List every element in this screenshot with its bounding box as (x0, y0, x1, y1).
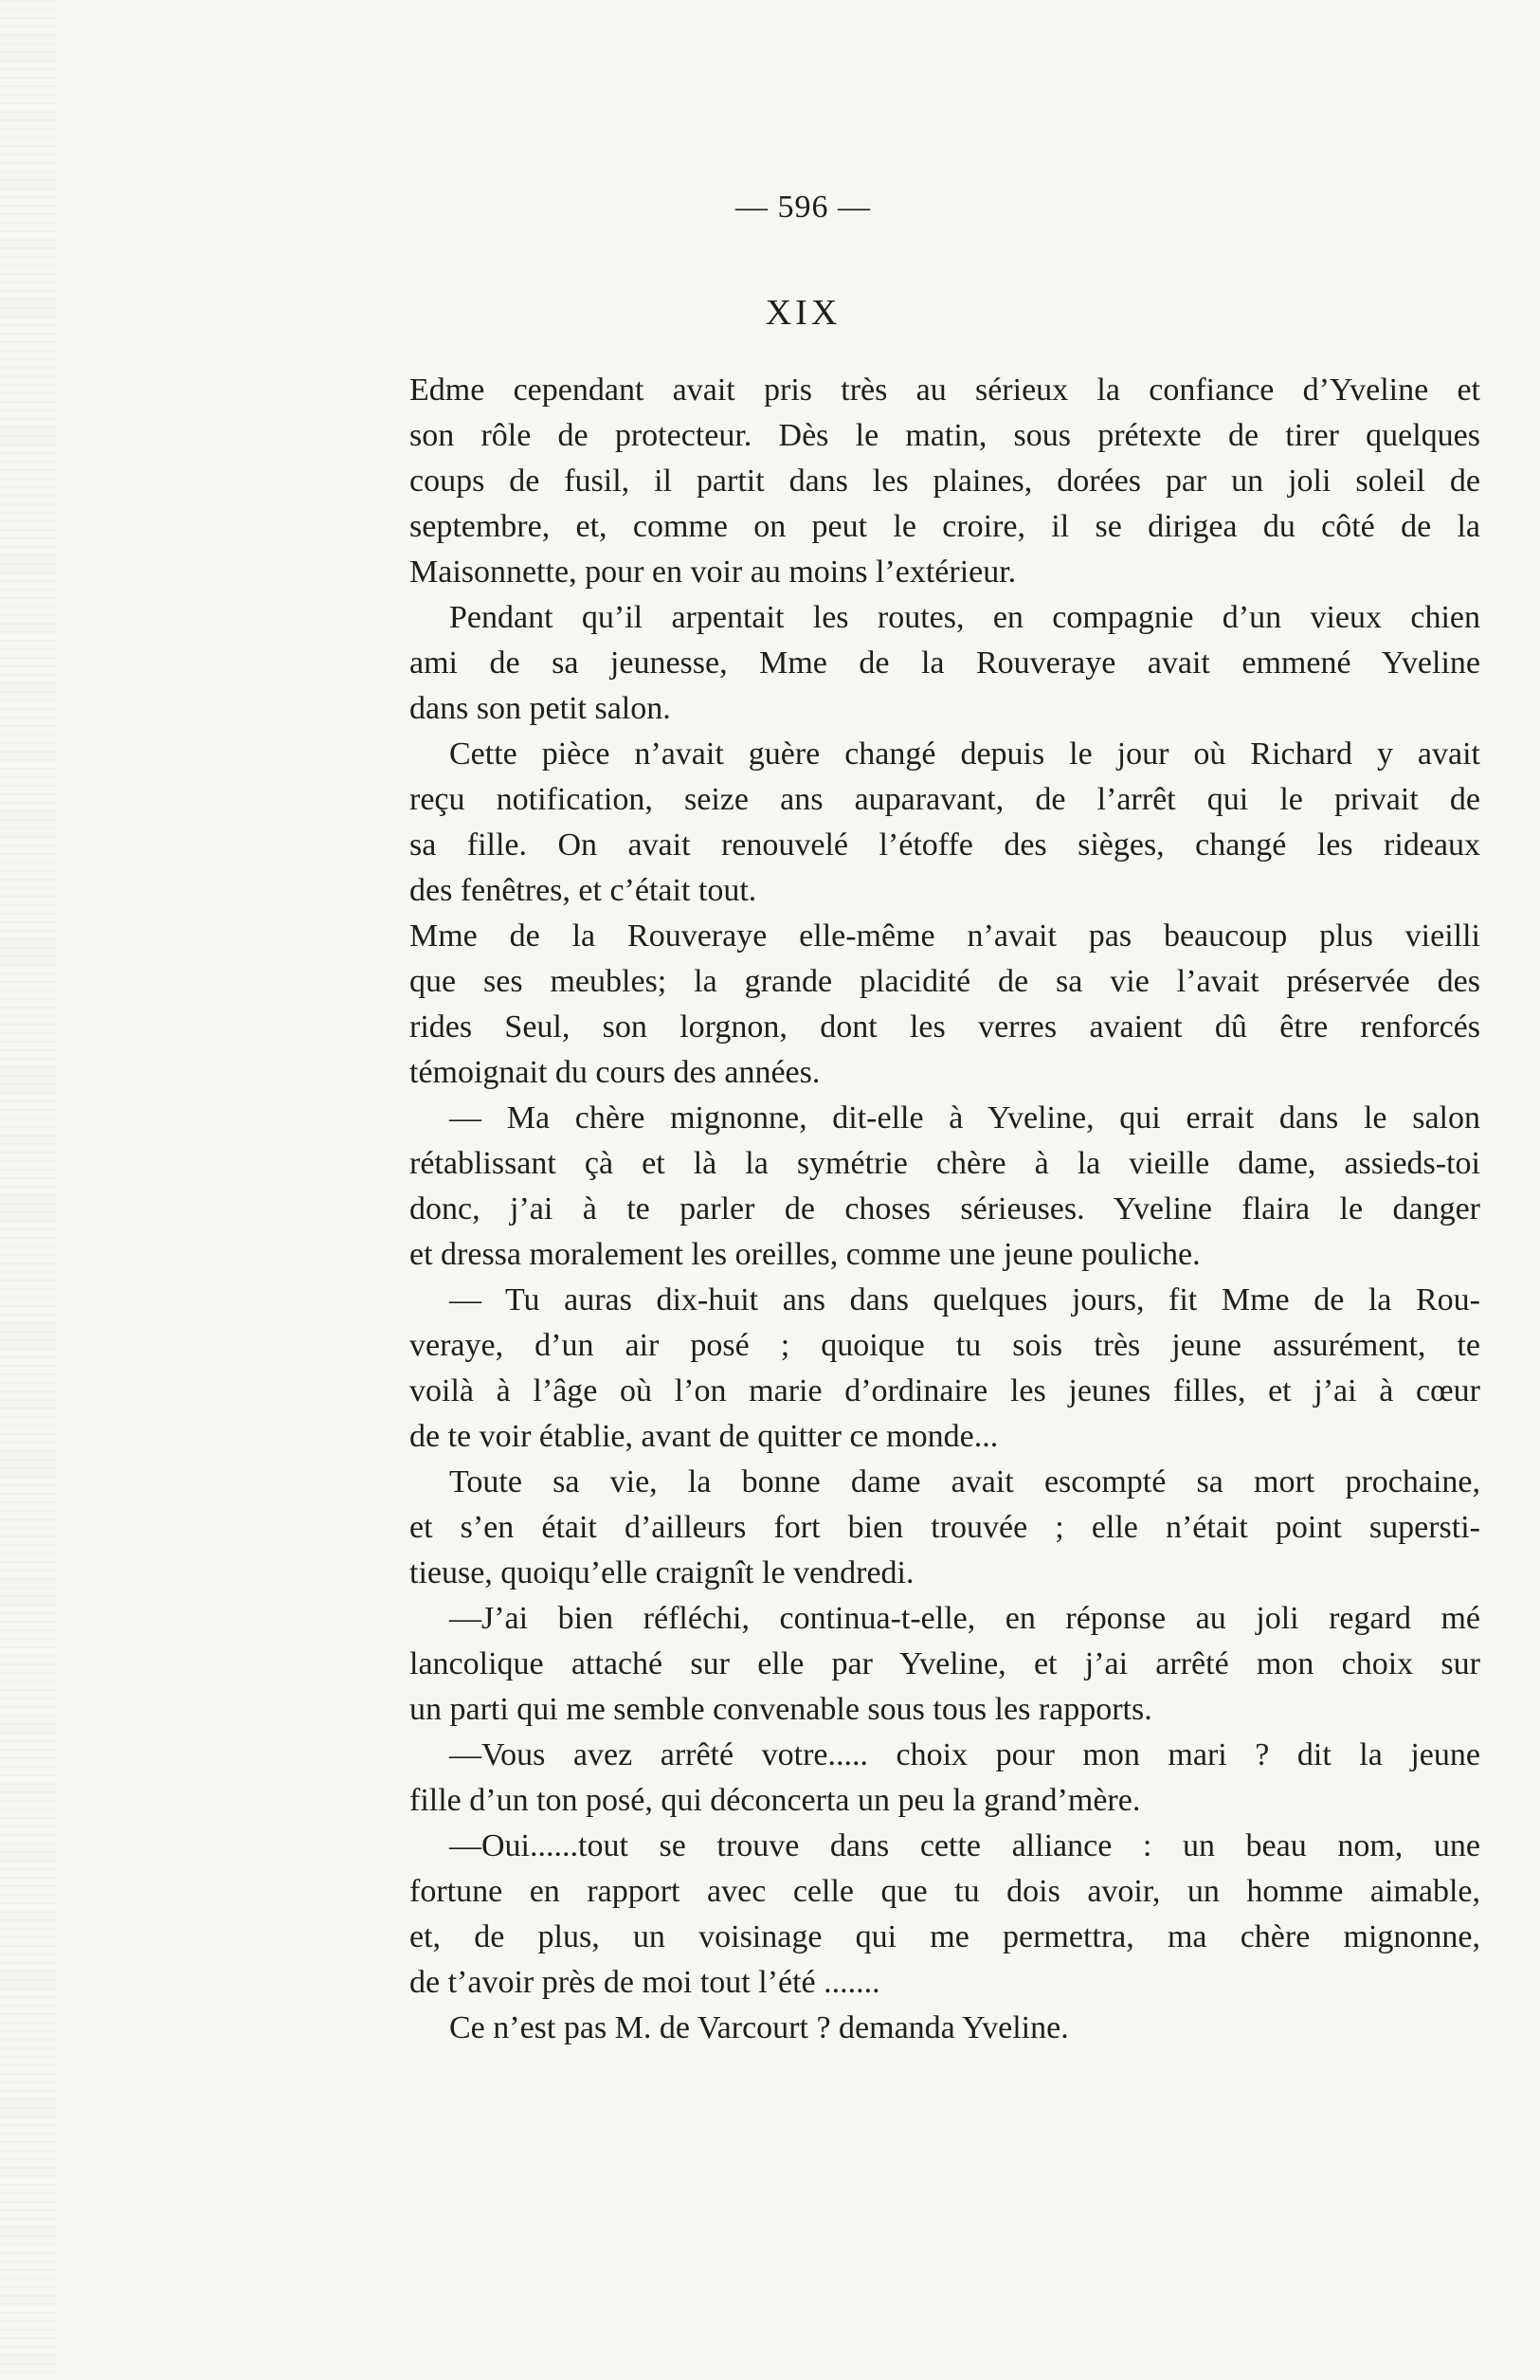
text-line: Maisonnette, pour en voir au moins l’extérieur. (409, 554, 1017, 590)
text-line: et s’en était d’ailleurs fort bien trouvée ; elle n’était point supersti- (409, 1510, 1480, 1545)
text-line: témoignait du cours des années. (409, 1055, 821, 1090)
text-line: de t’avoir près de moi tout l’été ....... (409, 1965, 880, 2000)
text-line: et, de plus, un voisinage qui me permettra, ma chère mignonne, (409, 1919, 1480, 1954)
text-line: veraye, d’un air posé ; quoique tu sois très jeune assurément, te (409, 1328, 1480, 1363)
text-line: que ses meubles; la grande placidité de sa vie l’avait préservée des (409, 964, 1480, 999)
text-line: son rôle de protecteur. Dès le matin, sous prétexte de tirer quelques (409, 418, 1480, 453)
text-line: fortune en rapport avec celle que tu dois avoir, un homme aimable, (409, 1874, 1480, 1909)
text-line: dans son petit salon. (409, 691, 671, 726)
text-line: rétablissant çà et là la symétrie chère à la vieille dame, assieds-toi (409, 1146, 1480, 1181)
text-line: tieuse, quoiqu’elle craignît le vendredi. (409, 1555, 915, 1590)
text-line: lancolique attaché sur elle par Yveline, et j’ai arrêté mon choix sur (409, 1646, 1480, 1681)
text-line: de te voir établie, avant de quitter ce monde... (409, 1419, 999, 1454)
text-line: Toute sa vie, la bonne dame avait escompté sa mort prochaine, (449, 1464, 1480, 1499)
text-line: fille d’un ton posé, qui déconcerta un peu la grand’mère. (409, 1783, 1141, 1818)
text-line: septembre, et, comme on peut le croire, il se dirigea du côté de la (409, 509, 1480, 544)
page-edge-texture (0, 0, 57, 2380)
text-line: coups de fusil, il partit dans les plaines, dorées par un joli soleil de (409, 463, 1480, 499)
text-line: —Oui......tout se trouve dans cette alliance : un beau nom, une (449, 1828, 1480, 1863)
text-line: — Tu auras dix-huit ans dans quelques jours, fit Mme de la Rou- (449, 1282, 1480, 1317)
text-line: Ce n’est pas M. de Varcourt ? demanda Yveline. (449, 2010, 1069, 2045)
text-line: ami de sa jeunesse, Mme de la Rouveraye avait emmené Yveline (409, 645, 1480, 681)
text-line: et dressa moralement les oreilles, comme une jeune pouliche. (409, 1237, 1201, 1272)
text-line: voilà à l’âge où l’on marie d’ordinaire les jeunes filles, et j’ai à cœur (409, 1373, 1480, 1408)
text-line: un parti qui me semble convenable sous tous les rapports. (409, 1692, 1152, 1727)
text-line: Edme cependant avait pris très au sérieux la confiance d’Yveline et (409, 372, 1480, 408)
text-line: Mme de la Rouveraye elle-même n’avait pas beaucoup plus vieilli (409, 918, 1480, 954)
text-line: — Ma chère mignonne, dit-elle à Yveline, qui errait dans le salon (449, 1100, 1480, 1135)
text-line: —J’ai bien réfléchi, continua-t-elle, en réponse au joli regard mé (449, 1601, 1480, 1636)
text-line: sa fille. On avait renouvelé l’étoffe des sièges, changé les rideaux (409, 827, 1480, 863)
chapter-title: XIX (765, 293, 842, 333)
body-text (409, 368, 1480, 2051)
page-number: — 596 — (735, 190, 871, 225)
text-line: Pendant qu’il arpentait les routes, en compagnie d’un vieux chien (449, 600, 1480, 635)
text-line: Cette pièce n’avait guère changé depuis le jour où Richard y avait (449, 736, 1480, 772)
text-line: —Vous avez arrêté votre..... choix pour mon mari ? dit la jeune (449, 1737, 1480, 1772)
text-line: donc, j’ai à te parler de choses sérieuses. Yveline flaira le danger (409, 1191, 1480, 1226)
text-line: des fenêtres, et c’était tout. (409, 873, 757, 908)
text-line: reçu notification, seize ans auparavant, de l’arrêt qui le privait de (409, 782, 1480, 817)
text-line: rides Seul, son lorgnon, dont les verres avaient dû être renforcés (409, 1009, 1480, 1045)
